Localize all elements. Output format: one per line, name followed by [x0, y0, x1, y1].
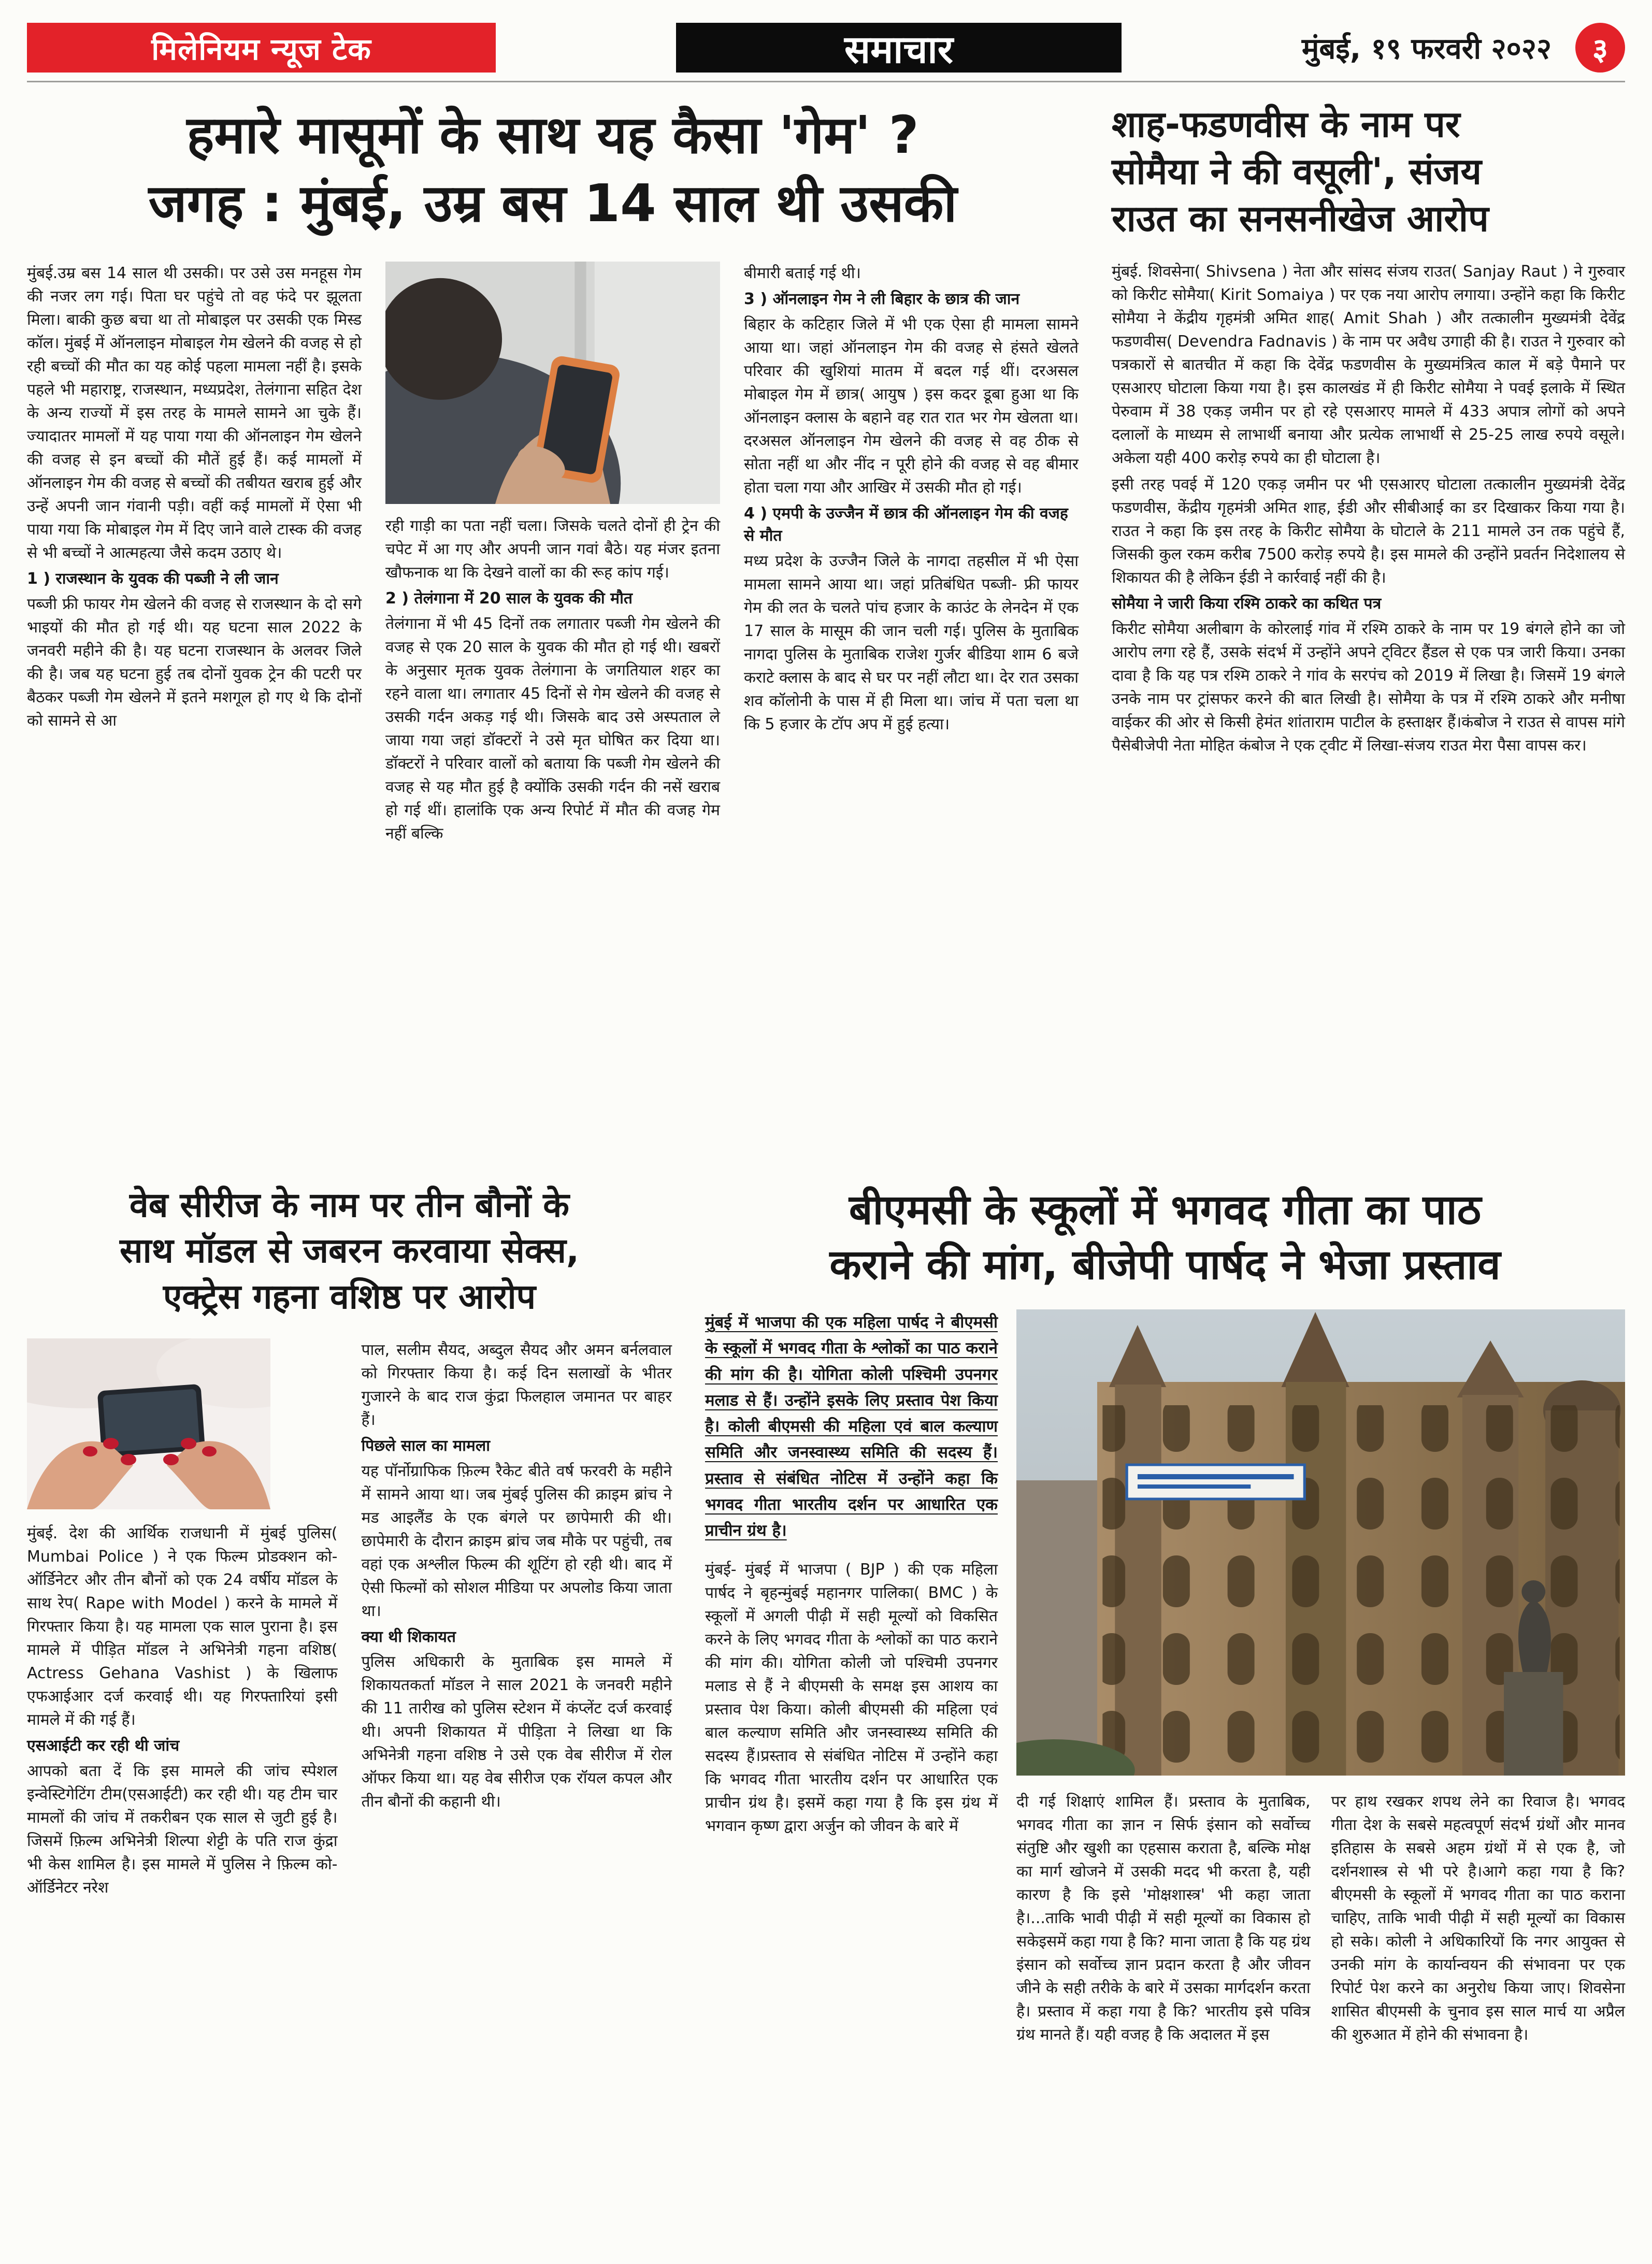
bottom-section [27, 1183, 1625, 2050]
paragraph: आपको बता दें कि इस मामले की जांच स्पेशल इन्वेस्टिगेटिंग टीम(एसआईटी) कर रही थी। यह टीम चार मामलों की जांच में तकरीबन एक साल से जुटी हुई है। जिसमें फ़िल्म अभिनेत्री शिल्पा शेट्टी के पति राज कुंद्रा भी केस शामिल है। इस मामले में पुलिस ने फ़िल्म को-ऑर्डिनेटर नरेश [27, 1762, 338, 1897]
subhead: 3 ) ऑनलाइन गेम ने ली बिहार के छात्र की जान [744, 290, 1020, 308]
article-gita-bmc [705, 1183, 1625, 2050]
paragraph: पर हाथ रखकर शपथ लेने का रिवाज है। भगवद गीता देश के सबसे महत्वपूर्ण संदर्भ ग्रंथों और मानव इतिहास के सबसे अहम ग्रंथों में से एक है, जो दर्शनशास्त्र से भी परे है।आगे कहा गया है कि? बीएमसी के स्कूलों में भगवद गीता का पाठ कराना चाहिए, ताकि भावी पीढ़ी में सही मूल्यों का विकास हो सके। कोली ने अधिकारियों कि नगर आयुक्त से उनकी मांग के कार्यान्वयन की संभावना पर एक रिपोर्ट पेश करने का अनुरोध किया जाए। शिवसेना शासित बीएमसी के चुनाव इस साल मार्च या अप्रैल की शुरुआत में होने की संभावना है। [1331, 1793, 1625, 2044]
paragraph: दी गई शिक्षाएं शामिल हैं। प्रस्ताव के मुताबिक, भगवद गीता का ज्ञान न सिर्फ इंसान को सर्वोच्च संतुष्टि और खुशी का एहसास कराता है, बल्कि मोक्ष का मार्ग खोजने में उसकी मदद भी करता है, यही कारण है कि इसे 'मोक्षशास्त्र' भी कहा जाता है।...ताकि भावी पीढ़ी में सही मूल्यों का विकास हो सकेइसमें कहा गया है कि? माना जाता है कि यह ग्रंथ इंसान को सर्वोच्च ज्ञान प्रदान करता है और जीवन जीने के सही तरीके के बारे में उसका मार्गदर्शन करता है। प्रस्ताव में कहा गया है कि? भारतीय इसे पवित्र ग्रंथ मानते हैं। यही वजह है कि अदालत में इस [1016, 1793, 1311, 2044]
paragraph: मुंबई. देश की आर्थिक राजधानी में मुंबई पुलिस( Mumbai Police ) ने एक फिल्म प्रोडक्शन को-ऑर्डिनेटर और तीन बौनों को एक 24 वर्षीय मॉडल के साथ रेप( Rape with Model ) करने के मामले में गिरफ्तार किया है। यह मामला एक साल पुराना है। इस मामले में पीड़ित मॉडल ने अभिनेत्री गहना वशिष्ठ( Actress Gehana Vashist ) के खिलाफ एफआईआर दर्ज करवाई थी। यह गिरफ्तारियां इसी मामले में की गई हैं। [27, 1524, 338, 1729]
paragraph: मुंबई- मुंबई में भाजपा ( BJP ) की एक महिला पार्षद ने बृहन्मुंबई महानगर पालिका( BMC ) के स्कूलों में अगली पीढ़ी में सही मूल्यों को विकसित करने के लिए भगवद गीता के श्लोकों का पाठ कराने की मांग की। योगिता कोली जो पश्चिमी उपनगर मलाड से हैं ने बीएमसी के समक्ष इस आशय का प्रस्ताव पेश किया। कोली बीएमसी की महिला एवं बाल कल्याण समिति और जनस्वास्थ्य समिति की सदस्य हैं।प्रस्ताव से संबंधित नोटिस में उन्होंने कहा कि भगवद गीता भारतीय दर्शन पर आधारित एक प्राचीन ग्रंथ है। इसमें कहा गया है कि इस ग्रंथ में भगवान कृष्ण द्वारा अर्जुन को जीवन के बारे में [705, 1561, 998, 1836]
article-model-case [27, 1183, 672, 2050]
paragraph: तेलंगाना में भी 45 दिनों तक लगातार पब्जी गेम खेलने की वजह से एक 20 साल के युवक की मौत हो गई थी। खबरों के अनुसार मृतक युवक तेलंगाना के जगतियाल शहर का रहने वाला था। लगातार 45 दिनों से गेम खेलने की वजह से उसकी गर्दन अकड़ गई थी। जिसके बाद उसे अस्पताल ले जाया गया जहां डॉक्टरों ने उसे मृत घोषित कर दिया था। डॉक्टरों ने परिवार वालों को बताया कि पब्जी गेम खेलने की वजह से यह मौत हुई है क्योंकि उसकी गर्दन की नसें खराब हो गई थीं। हालांकि एक अन्य रिपोर्ट में मौत की वजह गेम नहीं बल्कि [385, 614, 720, 843]
subhead: 1 ) राजस्थान के युवक की पब्जी ने ली जान [27, 570, 279, 588]
paragraph: मध्य प्रदेश के उज्जैन जिले के नागदा तहसील में भी ऐसा मामला सामने आया था। जहां प्रतिबंधित पब्जी- फ्री फायर गेम की लत के चलते पांच हजार के काउंट के लेनदेन में एक 17 साल के मासूम की जान चली गई। पुलिस के मुताबिक नागदा पुलिस के मुताबिक राजेश गुर्जर बीडिया शाम 6 बजे कराटे क्लास के बाद से घर पर नहीं लौटा था। देर रात उसका शव कॉलोनी के पास में ही मिला था। जांच में पता चला था कि 5 हजार के टॉप अप में हुई हत्या। [744, 552, 1079, 733]
subhead: सोमैया ने जारी किया रश्मि ठाकरे का कथित पत्र [1112, 595, 1382, 613]
article-game-columns [27, 262, 1079, 848]
paragraph: इसी तरह पवई में 120 एकड़ जमीन पर भी एसआरए घोटाला तत्कालीन मुख्यमंत्री देवेंद्र फडणवीस, केंद्रीय गृहमंत्री अमित शाह, ईडी और सीबीआई का डर दिखाकर किया गया है। राउत ने कहा कि इस तरह के किरीट सोमैया के घोटाले के 211 मामले उन तक पहुंचे हैं, जिसकी कुल रकम करीब 7500 करोड़ रुपये है। इस मामले की उन्होंने प्रवर्तन निदेशालय से शिकायत की है लेकिन ईडी ने कार्रवाई नहीं की है। [1112, 475, 1625, 587]
paragraph: मुंबई. शिवसेना( Shivsena ) नेता और सांसद संजय राउत( Sanjay Raut ) ने गुरुवार को किरीट सोमैया( Kirit Somaiya ) पर एक नया आरोप लगाया। उन्होंने कहा कि किरीट सोमैया ने केंद्रीय गृहमंत्री अमित शाह( Amit Shah ) और तत्कालीन मुख्यमंत्री देवेंद्र फडणवीस( Devendra Fadnavis ) के नाम पर अवैध उगाही की है। राउत ने गुरुवार को पत्रकारों से बातचीत में कहा कि देवेंद्र फडणवीस के मुख्यमंत्रित्व काल में बड़े पैमाने पर एसआरए घोटाला किया गया है। इस कालखंड में ही किरीट सोमैया ने पवई इलाके में स्थित पेरुवाम में 38 एकड़ जमीन पर हो रहे एसआरए मामले में 433 अपात्र लोगों को अपने दलालों के माध्यम से लाभार्थी बनाया और प्रत्येक लाभार्थी से 25-25 लाख रुपये वसूले। अकेला यही 400 करोड़ रुपये का ही घोटाला है। [1112, 263, 1625, 467]
section-title: समाचार [676, 23, 1122, 73]
article-game-column-2 [385, 262, 720, 848]
subhead: क्या थी शिकायत [361, 1627, 456, 1646]
article-gita-headline-line2: कराने की मांग, बीजेपी पार्षद ने भेजा प्रस्ताव [829, 1240, 1501, 1289]
top-section [27, 101, 1625, 1152]
article-somaiya-headline-line3: राउत का सनसनीखेज आरोप [1112, 197, 1489, 240]
article-somaiya-headline [1112, 101, 1625, 242]
subhead: 2 ) तेलंगाना में 20 साल के युवक की मौत [385, 589, 633, 608]
dateline: मुंबई, १९ फरवरी २०२२ [1301, 32, 1552, 66]
article-gita-column-2 [1016, 1790, 1311, 2050]
subhead: 4 ) एमपी के उज्जैन में छात्र की ऑनलाइन गेम की वजह से मौत [744, 504, 1068, 545]
article-model-column-2 [362, 1338, 672, 1902]
article-model-headline [27, 1183, 672, 1320]
paragraph: बीमारी बताई गई थी। [744, 264, 861, 282]
paragraph: पाल, सलीम सैयद, अब्दुल सैयद और अमन बर्नलवाल को गिरफ्तार किया है। कई दिन सलाखों के भीतर गुजारने के बाद राज कुंद्रा फिलहाल जमानत पर बाहर हैं। [361, 1341, 672, 1430]
paragraph: पब्जी फ्री फायर गेम खेलने की वजह से राजस्थान के दो सगे भाइयों की मौत हो गई थी। यह घटना साल 2022 के जनवरी महीने की है। यह घटना राजस्थान के अलवर जिले की है। जब यह घटना हुई तब दोनों युवक ट्रेन की पटरी पर बैठकर पब्जी गेम खेलने में इतने मशगूल हो गए थे कि दोनों को सामने से आ [27, 595, 362, 730]
subhead: एसआईटी कर रही थी जांच [27, 1737, 180, 1755]
hands-phone-photo [27, 1338, 270, 1509]
article-model-headline-line3: एक्ट्रेस गहना वशिष्ठ पर आरोप [163, 1276, 536, 1317]
bmc-building-illustration [1016, 1309, 1625, 1776]
paragraph: पुलिस अधिकारी के मुताबिक इस मामले में शिकायतकर्ता मॉडल ने साल 2021 के जनवरी महीने की 11 तारीख को पुलिस स्टेशन में कंप्लेंट दर्ज करवाई थी। अपनी शिकायत में पीड़िता ने लिखा था कि अभिनेत्री गहना वशिष्ठ ने उसे एक वेब सीरीज में रोल ऑफर किया था। यह वेब सीरीज एक रॉयल कपल और तीन बौनों की कहानी थी। [361, 1653, 672, 1811]
paragraph: बिहार के कटिहार जिले में भी एक ऐसा ही मामला सामने आया था। जहां ऑनलाइन गेम की वजह से हंसते खेलते परिवार की खुशियां मातम में बदल गई थीं। दरअसल मोबाइल गेम में छात्र( आयुष ) इस कदर डूबा हुआ था कि ऑनलाइन क्लास के बहाने वह रात रात भर गेम खेलता था। दरअसल ऑनलाइन गेम खेलने की वजह से वह ठीक से सोता नहीं था और नींद न पूरी होने की वजह से वह बीमार होता चला गया और आखिर में उसकी मौत हो गई। [744, 315, 1079, 497]
article-model-headline-line1: वेब सीरीज के नाम पर तीन बौनों के [130, 1185, 569, 1225]
article-gita-intro: मुंबई में भाजपा की एक महिला पार्षद ने बीएमसी के स्कूलों में भगवद गीता के श्लोकों का पाठ कराने की मांग की है। योगिता कोली पश्चिमी उपनगर मलाड से हैं। उन्होंने इसके लिए प्रस्ताव पेश किया है। कोली बीएमसी की महिला एवं बाल कल्याण समिति और जनस्वास्थ्य समिति की सदस्य हैं। प्रस्ताव से संबंधित नोटिस में उन्होंने कहा कि भगवद गीता भारतीय दर्शन पर आधारित एक प्राचीन ग्रंथ है। [705, 1313, 998, 1540]
page-header [27, 23, 1625, 73]
hands-phone-illustration [27, 1338, 270, 1509]
article-gita-column-1 [705, 1309, 998, 2050]
article-gita-lower-columns [1016, 1790, 1625, 2050]
paragraph: यह पॉर्नोग्राफिक फ़िल्म रैकेट बीते वर्ष फरवरी के महीने में सामने आया था। जब मुंबई पुलिस की क्राइम ब्रांच ने मड आइलैंड के एक बंगले पर छापेमारी की थी। छापेमारी के दौरान क्राइम ब्रांच जब मौके पर पहुंची, तब वहां एक अश्लील फिल्म की शूटिंग हो रही थी। बाद में ऐसी फिल्मों को सोशल मीडिया पर अपलोड किया जाता था। [361, 1462, 672, 1620]
article-model-headline-line2: साथ मॉडल से जबरन करवाया सेक्स, [119, 1231, 579, 1271]
article-game-headline-line1: हमारे मासूमों के साथ यह कैसा 'गेम' ? [186, 105, 919, 165]
smartphone-user-illustration [385, 262, 720, 504]
masthead-logo: मिलेनियम न्यूज टेक [27, 23, 496, 73]
article-online-game [27, 101, 1079, 1152]
article-gita-headline [705, 1183, 1625, 1292]
article-game-headline-line2: जगह : मुंबई, उम्र बस 14 साल थी उसकी [148, 173, 957, 234]
section-band-zone [496, 23, 1302, 73]
article-gita-body [705, 1309, 1625, 2050]
article-gita-headline-line1: बीएमसी के स्कूलों में भगवद गीता का पाठ [849, 1186, 1482, 1234]
paragraph: किरीट सोमैया अलीबाग के कोरलाई गांव में रश्मि ठाकरे के नाम पर 19 बंगले होने का जो आरोप लगा रहे हैं, उसके संदर्भ में उन्होंने अपने ट्विटर हैंडल से एक पत्र जारी किया। उनका दावा है कि यह पत्र रश्मि ठाकरे ने गांव के सरपंच को 2019 में लिखा है। जिसमें 19 बंगले उनके नाम पर ट्रांसफर करने की बात लिखी है। सोमैया के पत्र में रश्मि ठाकरे और मनीषा वाईकर की ओर से किसी हेमंत शांताराम पाटील के हस्ताक्षर हैं।कंबोज ने राउत से वापस मांगे पैसेबीजेपी नेता मोहित कंबोज ने एक ट्वीट में लिखा-संजय राउत मेरा पैसा वापस कर। [1112, 619, 1625, 755]
article-model-column-1 [27, 1338, 338, 1902]
subhead: पिछले साल का मामला [361, 1437, 490, 1455]
paragraph: रही गाड़ी का पता नहीं चला। जिसके चलते दोनों ही ट्रेन की चपेट में आ गए और अपनी जान गवां बैठे। यह मंजर इतना खौफनाक था कि देखने वालों का की रूह कांप गई। [385, 517, 720, 582]
page-number-badge: ३ [1575, 23, 1625, 73]
header-divider [27, 81, 1625, 82]
article-gita-right-block [1016, 1309, 1625, 2050]
article-somaiya-raut [1112, 101, 1625, 1152]
smartphone-user-photo [385, 262, 720, 504]
bmc-building-photo [1016, 1309, 1625, 1776]
article-game-column-1 [27, 262, 362, 848]
article-model-body [27, 1338, 672, 1902]
article-game-column-3 [744, 262, 1079, 848]
article-somaiya-headline-line1: शाह-फडणवीस के नाम पर [1112, 103, 1460, 146]
article-somaiya-headline-line2: सोमैया ने की वसूली', संजय [1112, 150, 1482, 193]
article-gita-column-3 [1331, 1790, 1626, 2050]
paragraph: मुंबई.उम्र बस 14 साल थी उसकी। पर उसे उस मनहूस गेम की नजर लग गई। पिता घर पहुंचे तो वह फंदे पर झूलता मिला। बाकी कुछ बचा था तो मोबाइल पर उसकी एक मिस्ड कॉल। मुंबई में ऑनलाइन मोबाइल गेम खेलने की वजह से हो रही बच्चों की मौत का यह कोई पहला मामला नहीं है। इसके पहले भी महाराष्ट्र, राजस्थान, मध्यप्रदेश, तेलंगाना सहित देश के अन्य राज्यों में इस तरह के मामले सामने आ चुके हैं। ज्यादातर मामलों में यह पाया गया की ऑनलाइन गेम खेलने की वजह से इन बच्चों की मौतें हुई हैं। कई मामलों में ऑनलाइन गेम की वजह से बच्चों की तबीयत खराब हुई और उन्हें अपनी जान गंवानी पड़ी। वहीं कई मामलों में ऐसा भी पाया गया कि मोबाइल गेम में दिए जाने वाले टास्क की वजह से भी बच्चों ने आत्महत्या जैसे कदम उठाए थे। [27, 264, 362, 562]
